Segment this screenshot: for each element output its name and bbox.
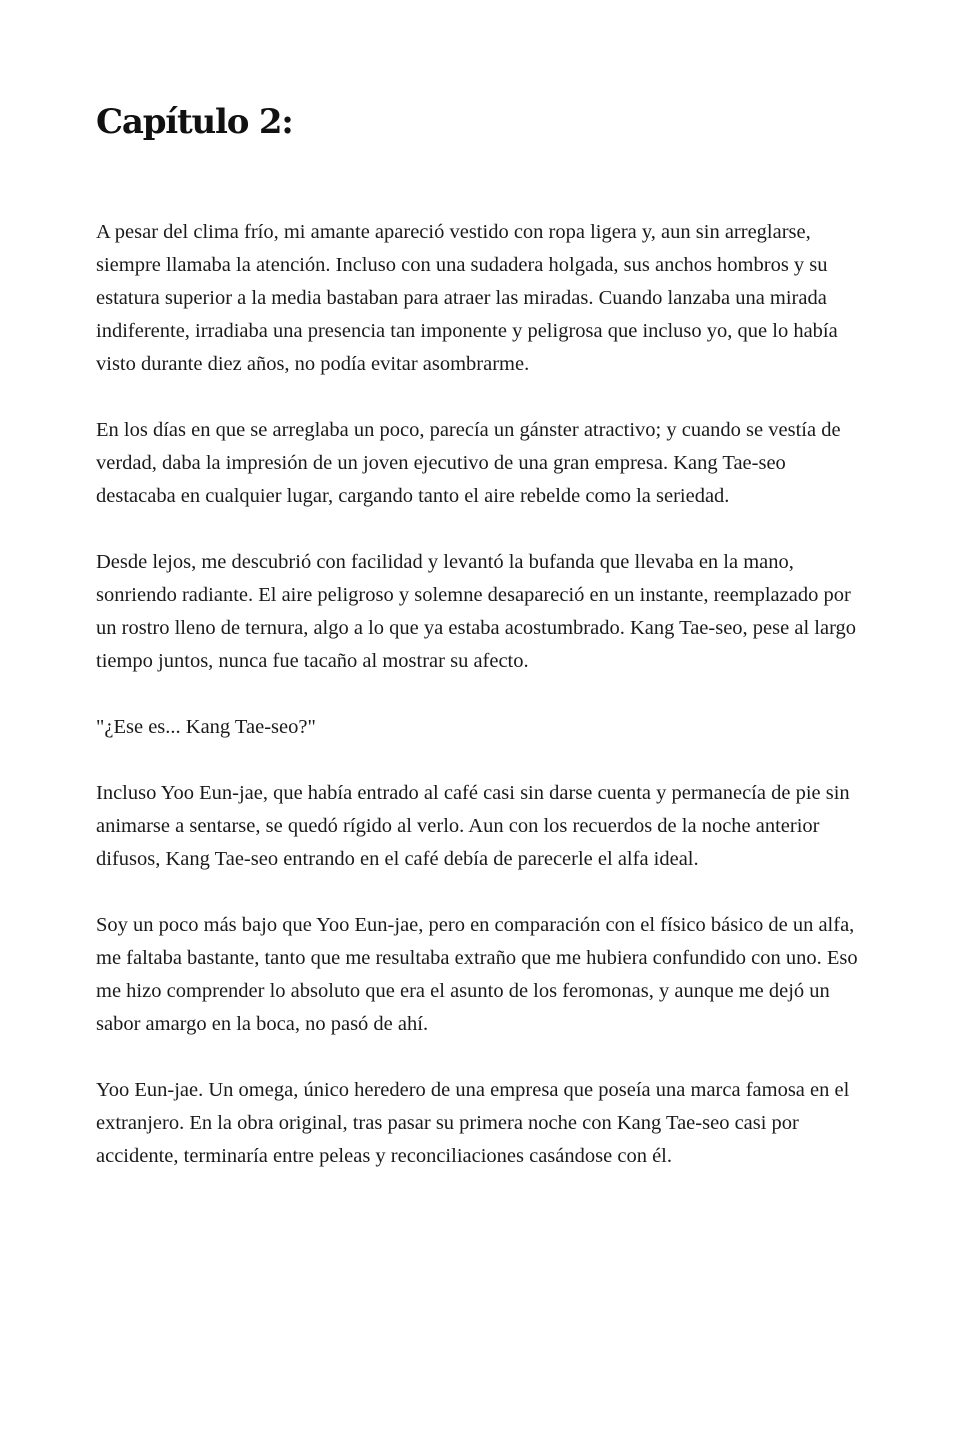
paragraph: En los días en que se arreglaba un poco, parecía un gánster atractivo; y cuando se vestía de verdad, daba la impresión de un joven ejecutivo de una gran empresa. Kang Tae-seo destacaba en cualquier lugar, cargando tanto el aire rebelde como la seriedad. [96,419,841,507]
dialogue-line: "¿Ese es... Kang Tae-seo?" [96,716,316,738]
paragraph: Yoo Eun-jae. Un omega, único heredero de una empresa que poseía una marca famosa en el extranjero. En la obra original, tras pasar su primera noche con Kang Tae-seo casi por accidente, terminaría entre peleas y reconciliaciones casándose con él. [96,1079,850,1167]
document-page [96,94,866,1206]
chapter-title: Capítulo 2: [96,102,293,142]
paragraph: Desde lejos, me descubrió con facilidad y levantó la bufanda que llevaba en la mano, sonriendo radiante. El aire peligroso y solemne desapareció en un instante, reemplazado por un rostro lleno de ternura, algo a lo que ya estaba acostumbrado. Kang Tae-seo, pese al largo tiempo juntos, nunca fue tacaño al mostrar su afecto. [96,551,857,672]
paragraph: Incluso Yoo Eun-jae, que había entrado al café casi sin darse cuenta y permanecía de pie sin animarse a sentarse, se quedó rígido al verlo. Aun con los recuerdos de la noche anterior difusos, Kang Tae-seo entrando en el café debía de parecerle el alfa ideal. [96,782,850,870]
paragraph: A pesar del clima frío, mi amante apareció vestido con ropa ligera y, aun sin arreglarse, siempre llamaba la atención. Incluso con una sudadera holgada, sus anchos hombros y su estatura superior a la media bastaban para atraer las miradas. Cuando lanzaba una mirada indiferente, irradiaba una presencia tan imponente y peligrosa que incluso yo, que lo había visto durante diez años, no podía evitar asombrarme. [96,221,838,375]
paragraph: Soy un poco más bajo que Yoo Eun-jae, pero en comparación con el físico básico de un alfa, me faltaba bastante, tanto que me resultaba extraño que me hubiera confundido con uno. Eso me hizo comprender lo absoluto que era el asunto de los feromonas, y aunque me dejó un sabor amargo en la boca, no pasó de ahí. [96,914,858,1035]
